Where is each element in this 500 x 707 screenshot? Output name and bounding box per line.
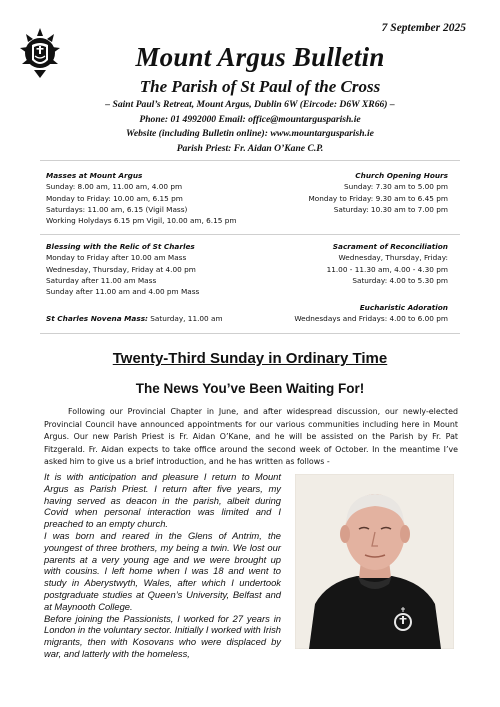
reconciliation-line: 11.00 - 11.30 am, 4.00 - 4.30 pm bbox=[326, 264, 448, 274]
masses-block bbox=[46, 170, 236, 226]
article-intro: Following our Provincial Chapter in June, and after widespread discussion, our newly-elected Provincial Council have announced appointments for our various communities including here in Mount Argus. Our new Parish Priest is Fr. Aidan O’Kane, and he will be assisted on the Parish by Fr. Pat Fitzgerald. Fr. Aidan expects to take office around the second week of October. In the meantime I’ve asked him to give us a brief introduction, and he has written as follows - bbox=[44, 407, 458, 467]
divider bbox=[40, 234, 460, 235]
relic-heading: Blessing with the Relic of St Charles bbox=[46, 242, 195, 251]
parish-priest-line: Parish Priest: Fr. Aidan O’Kane C.P. bbox=[176, 143, 324, 154]
priest-portrait bbox=[295, 474, 454, 649]
masses-line: Monday to Friday: 10.00 am, 6.15 pm bbox=[46, 193, 183, 203]
adoration-block bbox=[294, 302, 448, 325]
masses-line: Saturdays: 11.00 am, 6.15 (Vigil Mass) bbox=[46, 204, 188, 214]
divider bbox=[40, 333, 460, 334]
letter-paragraph: It is with anticipation and pleasure I return to Mount Argus as Parish Priest. I return after five years, my having served as deacon in the parish, albeit during Covid when personal interaction was limited and I preached to an empty church. bbox=[44, 471, 281, 530]
sunday-title: Twenty-Third Sunday in Ordinary Time bbox=[112, 350, 388, 367]
bulletin-date: 7 September 2025 bbox=[381, 22, 466, 34]
opening-hours-line: Sunday: 7.30 am to 5.00 pm bbox=[344, 182, 448, 192]
masses-heading: Masses at Mount Argus bbox=[46, 171, 143, 180]
letter-text bbox=[44, 471, 281, 660]
reconciliation-line: Saturday: 4.00 to 5.30 pm bbox=[352, 275, 448, 285]
novena-time: Saturday, 11.00 am bbox=[147, 314, 223, 323]
passionist-emblem-icon bbox=[18, 26, 62, 82]
opening-hours-line: Monday to Friday: 9.30 am to 6.45 pm bbox=[308, 193, 448, 203]
masses-line: Sunday: 8.00 am, 11.00 am, 4.00 pm bbox=[46, 182, 183, 192]
relic-line: Sunday after 11.00 am and 4.00 pm Mass bbox=[46, 287, 200, 297]
divider bbox=[40, 160, 460, 161]
novena-heading: St Charles Novena Mass: bbox=[46, 314, 148, 323]
letter-paragraph: I was born and reared in the Glens of Antrim, the youngest of three brothers, my being a twin. We lost our parents at a very young age and we were brought up with cousins. I left home when I was 18 and went to study in Aberystwyth, Wales, after which I undertook postgraduate studies at Queen’s University, Belfast and at Maynooth College. bbox=[44, 529, 281, 612]
masses-line: Working Holydays 6.15 pm Vigil, 10.00 am, 6.15 pm bbox=[46, 216, 237, 226]
bulletin-title: Mount Argus Bulletin bbox=[135, 42, 385, 72]
adoration-heading: Eucharistic Adoration bbox=[359, 303, 448, 312]
article-headline: The News You’ve Been Waiting For! bbox=[135, 381, 365, 396]
relic-line: Monday to Friday after 10.00 am Mass bbox=[46, 253, 187, 263]
reconciliation-block bbox=[327, 241, 448, 286]
opening-hours-block bbox=[308, 170, 448, 215]
parish-subtitle: The Parish of St Paul of the Cross bbox=[139, 77, 381, 96]
opening-hours-line: Saturday: 10.30 am to 7.00 pm bbox=[333, 204, 448, 214]
relic-line: Wednesday, Thursday, Friday at 4.00 pm bbox=[46, 264, 196, 274]
website-line: Website (including Bulletin online): www.mountargusparish.ie bbox=[126, 128, 374, 139]
reconciliation-heading: Sacrament of Reconciliation bbox=[332, 242, 448, 251]
opening-hours-heading: Church Opening Hours bbox=[355, 171, 448, 180]
address-line: – Saint Paul’s Retreat, Mount Argus, Dublin 6W (Eircode: D6W XR66) – bbox=[105, 99, 395, 110]
novena-block bbox=[46, 313, 223, 324]
reconciliation-line: Wednesday, Thursday, Friday: bbox=[338, 253, 448, 263]
adoration-line: Wednesdays and Fridays: 4.00 to 6.00 pm bbox=[294, 314, 448, 324]
letter-paragraph: Before joining the Passionists, I worked for 27 years in London in the voluntary sector. Initially I worked with Irish migrants, then with Kosovans who were displaced by war, and latterly with the homeless, bbox=[44, 612, 281, 659]
relic-line: Saturday after 11.00 am Mass bbox=[46, 275, 157, 285]
relic-block bbox=[46, 241, 199, 297]
contact-line: Phone: 01 4992000 Email: office@mountargusparish.ie bbox=[139, 114, 361, 125]
